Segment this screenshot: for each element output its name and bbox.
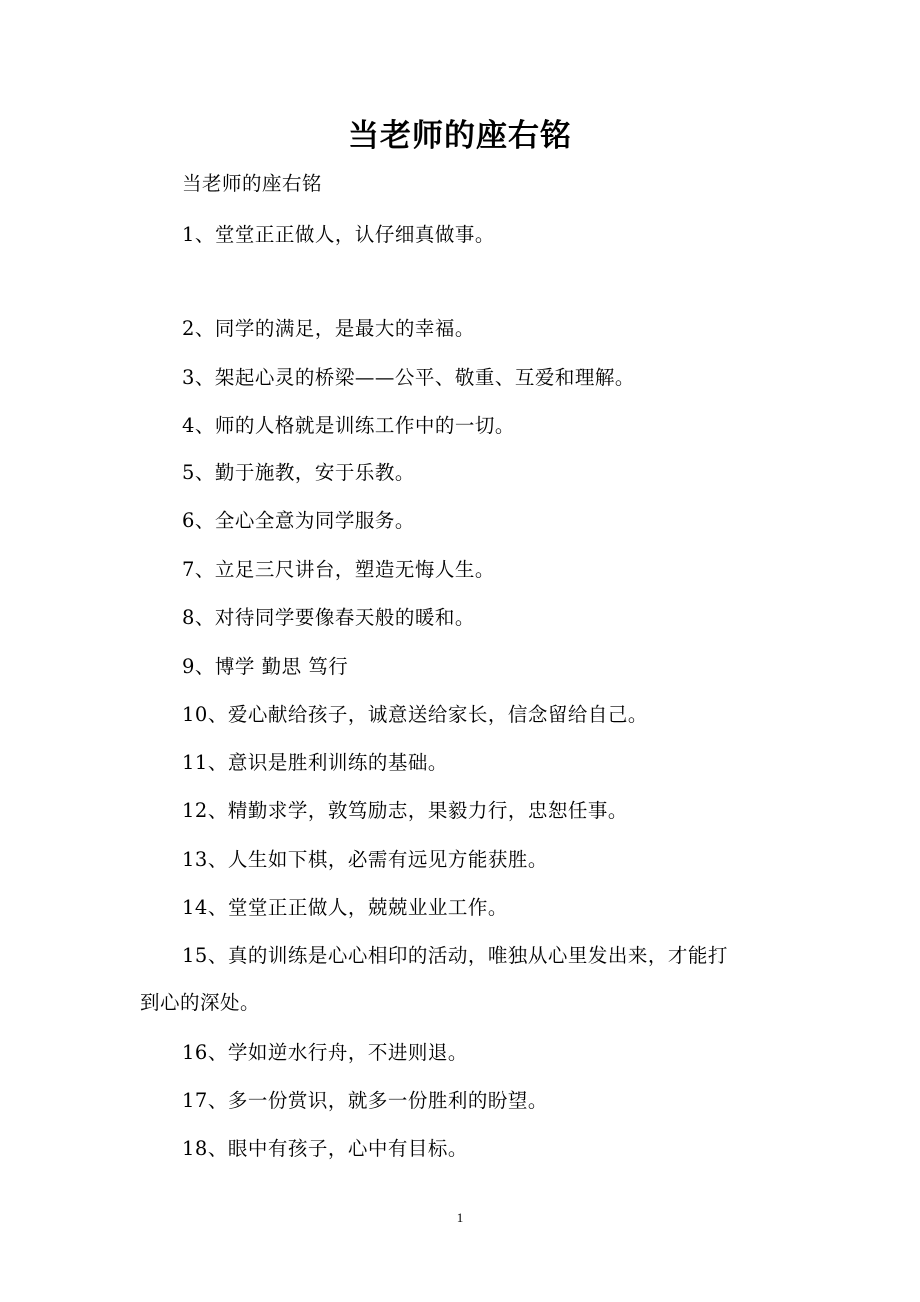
list-item-10: 10、爱心献给孩子，诚意送给家长，信念留给自己。 [182,703,648,726]
list-item-9: 9、博学 勤思 笃行 [182,655,349,678]
list-item-15: 15、真的训练是心心相印的活动，唯独从心里发出来，才能打 [182,944,728,967]
list-item-16: 16、学如逆水行舟，不进则退。 [182,1041,468,1064]
document-title: 当老师的座右铭 [348,118,572,154]
list-item-18: 18、眼中有孩子，心中有目标。 [182,1137,468,1160]
list-item-14: 14、堂堂正正做人，兢兢业业工作。 [182,896,508,919]
list-item-4: 4、师的人格就是训练工作中的一切。 [182,414,515,437]
list-item-5: 5、勤于施教，安于乐教。 [182,461,415,484]
page-number: 1 [456,1210,464,1225]
list-item-3: 3、架起心灵的桥梁——公平、敬重、互爱和理解。 [182,366,635,389]
list-item-17: 17、多一份赏识，就多一份胜利的盼望。 [182,1089,548,1112]
document-subtitle: 当老师的座右铭 [182,172,323,195]
list-item-8: 8、对待同学要像春天般的暖和。 [182,606,475,629]
list-item-1: 1、堂堂正正做人，认仔细真做事。 [182,223,495,246]
list-item-7: 7、立足三尺讲台，塑造无悔人生。 [182,558,495,581]
list-item-15-continuation: 到心的深处。 [140,991,261,1014]
list-item-12: 12、精勤求学，敦笃励志，果毅力行，忠恕任事。 [182,799,628,822]
list-item-2: 2、同学的满足，是最大的幸福。 [182,317,475,340]
list-item-6: 6、全心全意为同学服务。 [182,509,415,532]
list-item-13: 13、人生如下棋，必需有远见方能获胜。 [182,848,548,871]
list-item-11: 11、意识是胜利训练的基础。 [182,751,448,774]
